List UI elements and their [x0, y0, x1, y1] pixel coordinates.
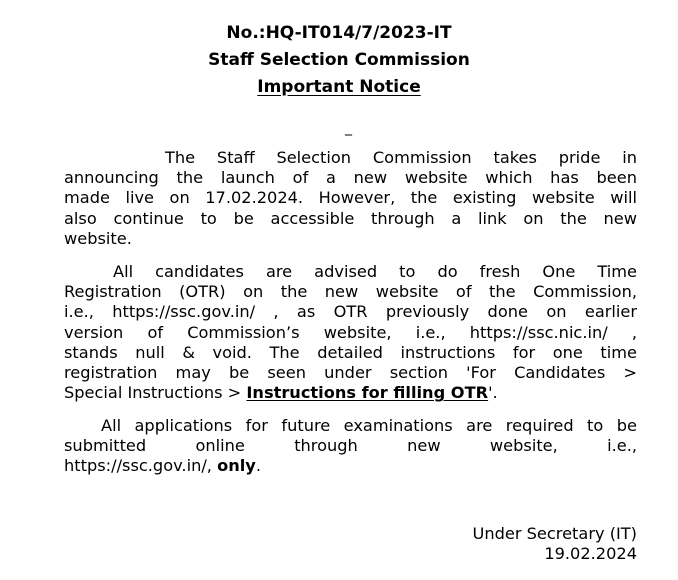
line-suffix: '. [488, 383, 498, 403]
paragraph-line: stands null & void. The detailed instructions for one time [64, 342, 637, 362]
notice-date: 19.02.2024 [544, 544, 637, 563]
paragraph-launch [64, 148, 637, 249]
paragraph-line: also continue to be accessible through a link on the new [64, 208, 637, 228]
line-prefix: Special Instructions > [64, 383, 247, 403]
paragraph-line: All applications for future examinations are required to be [101, 416, 637, 435]
notice-title: Important Notice [257, 77, 421, 97]
paragraph-line: All candidates are advised to do fresh One Time [113, 262, 637, 281]
paragraph-line: registration may be seen under section 'For Candidates > [64, 363, 637, 383]
paragraph-line: announcing the launch of a new website which has been [64, 168, 637, 188]
paragraph-applications [64, 416, 637, 477]
paragraph-line: submitted online through new website, i.e., [64, 436, 637, 456]
paragraph-line: i.e., https://ssc.gov.in/ , as OTR previously done on earlier [64, 302, 637, 322]
paragraph-otr [64, 262, 637, 403]
paragraph-line: Registration (OTR) on the new website of the Commission, [64, 282, 637, 302]
otr-instructions-link[interactable]: Instructions for filling OTR [246, 383, 489, 403]
separator: _ [345, 120, 352, 136]
notice-number: No.:HQ-IT014/7/2023-IT [226, 23, 452, 43]
paragraph-line [64, 383, 637, 403]
paragraph-line [64, 456, 637, 476]
paragraph-line: version of Commission’s website, i.e., https://ssc.nic.in/ , [64, 322, 637, 342]
paragraph-line: The Staff Selection Commission takes pride in [165, 148, 637, 167]
line-prefix: https://ssc.gov.in/, [64, 456, 218, 476]
signatory-designation: Under Secretary (IT) [472, 524, 637, 543]
paragraph-line: made live on 17.02.2024. However, the existing website will [64, 188, 637, 208]
organization-name: Staff Selection Commission [208, 50, 470, 70]
line-suffix: . [255, 456, 261, 476]
emphasis-only: only [217, 456, 256, 476]
paragraph-line: website. [64, 228, 132, 248]
